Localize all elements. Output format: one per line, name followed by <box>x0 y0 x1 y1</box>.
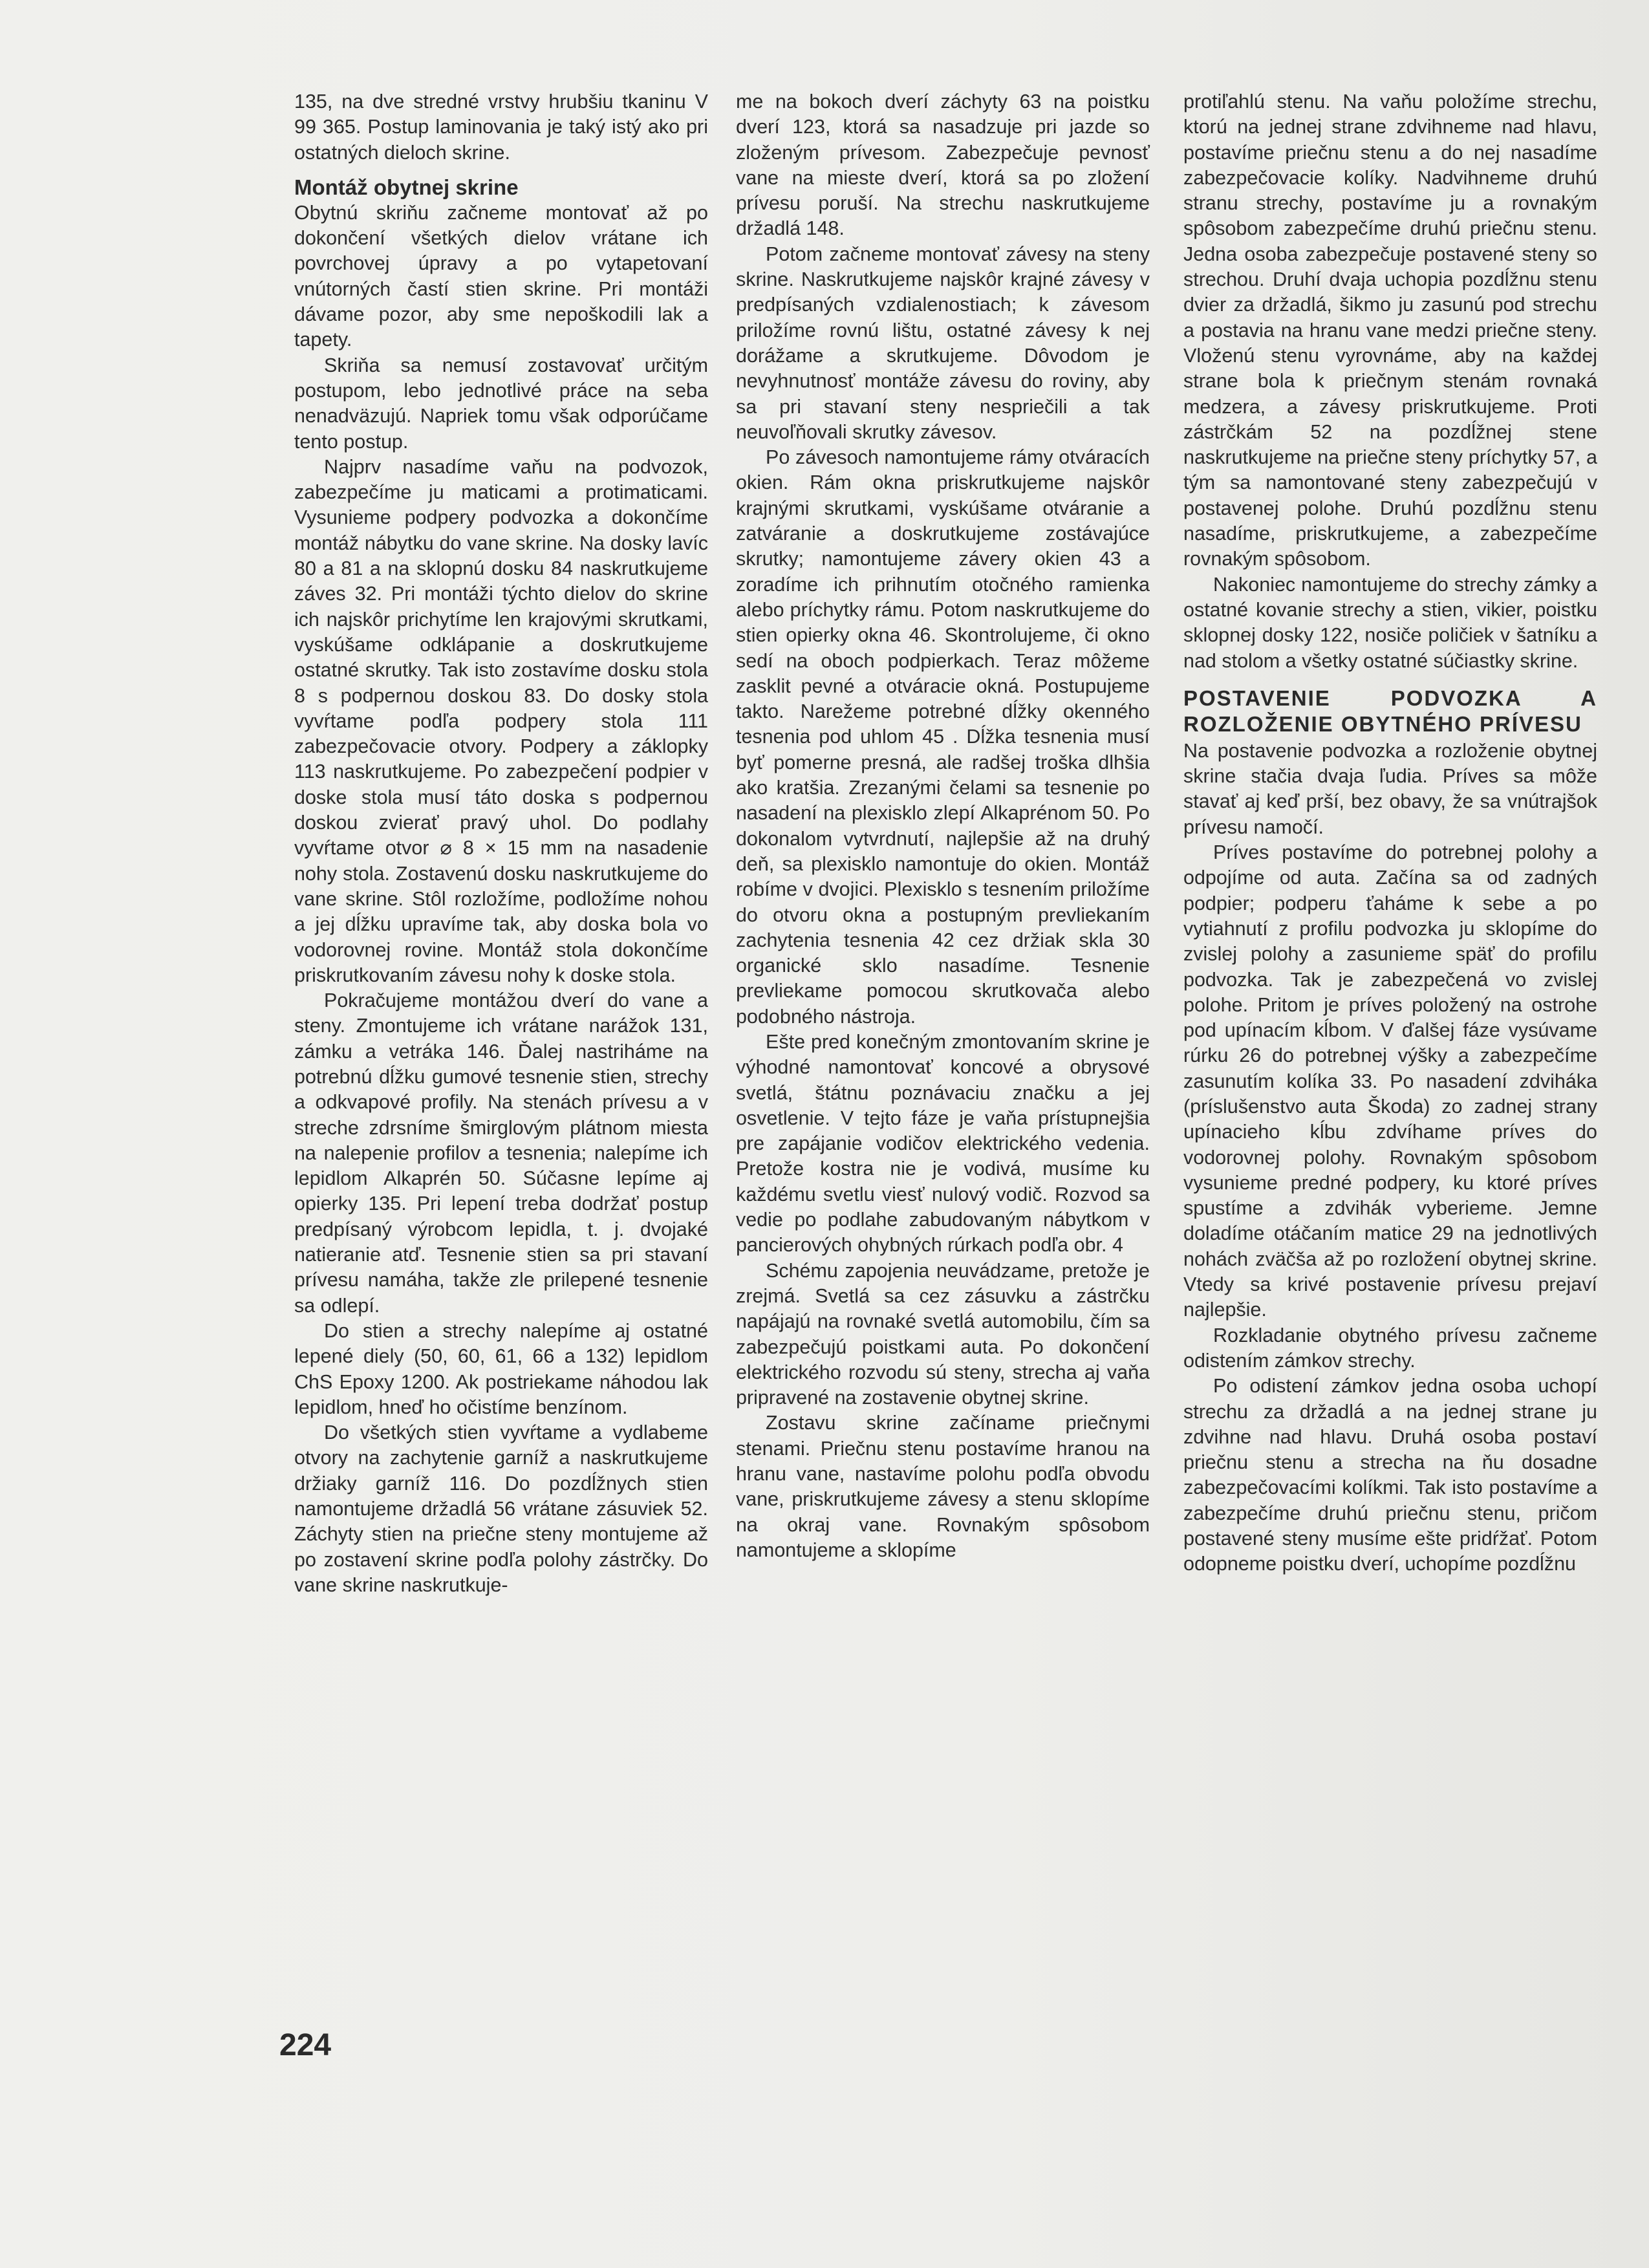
paragraph: Na postavenie podvozka a rozloženie obytnej skrine stačia dvaja ľudia. Príves sa môže stavať aj keď prší, bez obavy, že sa vnútrajšok prívesu namočí. <box>1183 739 1597 838</box>
section-heading: Montáž obytnej skrine <box>294 175 519 199</box>
text-column-2 <box>736 89 1150 1563</box>
text-column-3 <box>1183 89 1597 1577</box>
paragraph: Po závesoch namontujeme rámy otváracích okien. Rám okna priskrutkujeme najskôr krajnými skrutkami, vyskúšame otváranie a zatváranie a doskrutkujeme zostávajúce skrutky; namontujeme závery okien 43 a zoradíme ich prihnutím otočného ramienka alebo príchytky rámu. Potom naskrutkujeme do stien opierky okna 46. Skontrolujeme, či okno sedí na oboch podpierkach. Teraz môžeme zasklit pevné a otváracie okná. Postupujeme takto. Narežeme potrebné dĺžky okenného tesnenia pod uhlom 45 . Dĺžka tesnenia musí byť pomerne presná, ale radšej troška dlhšia ako kratšia. Zrezanými čelami sa tesnenie po nasadení na plexisklo zlepí Alkaprénom 50. Po dokonalom vytvrdnutí, najlepšie až na druhý deň, sa plexisklo namontuje do okien. Montáž robíme v dvojici. Plexisklo s tesnením priložíme do otvoru okna a postupným prevliekaním zachytenia tesnenia 42 cez držiak skla 30 organické sklo nasadíme. Tesnenie prevliekame pomocou skrutkovača alebo podobného nástroja. <box>736 446 1150 1028</box>
paragraph: Potom začneme montovať závesy na steny skrine. Naskrutkujeme najskôr krajné závesy v predpísaných vzdialenostiach; k závesom priložíme rovnú lištu, ostatné závesy k nej dorážame a skrutkujeme. Dôvodom je nevyhnutnosť montáže závesu do roviny, aby sa pri stavaní steny nespriečili a tak neuvoľňovali skrutky závesov. <box>736 243 1150 443</box>
paragraph: Najprv nasadíme vaňu na podvozok, zabezpečíme ju maticami a protimaticami. Vysunieme podpery podvozka a dokončíme montáž nábytku do vane skrine. Na dosky lavíc 80 a 81 a na sklopnú dosku 84 naskrutkujeme záves 32. Pri montáži týchto dielov do skrine ich najskôr prichytíme len krajovými skrutkami, vyskúšame odklápanie a doskrutkujeme ostatné skrutky. Tak isto zostavíme dosku stola 8 s podpernou doskou 83. Do dosky stola vyvŕtame podľa podpery stola 111 zabezpečovacie otvory. Podpery a záklopky 113 naskrutkujeme. Po zabezpečení podpier v doske stola musí táto doska s podpernou doskou zvierať pravý uhol. Do podlahy vyvŕtame otvor ⌀ 8 × 15 mm na nasadenie nohy stola. Zostavenú dosku naskrutkujeme do vane skrine. Stôl rozložíme, podložíme nohou a jej dĺžku upravíme tak, aby doska bola vo vodorovnej rovine. Montáž stola dokončíme priskrutkovaním závesu nohy k doske stola. <box>294 455 708 986</box>
paragraph: me na bokoch dverí záchyty 63 na poistku dverí 123, ktorá sa nasadzuje pri jazde so zloženým prívesom. Zabezpečuje pevnosť vane na mieste dverí, ktorá sa po zložení prívesu poruší. Na strechu naskrutkujeme držadlá 148. <box>736 91 1150 240</box>
paragraph: Obytnú skriňu začneme montovať až po dokončení všetkých dielov vrátane ich povrchovej úpravy a po vytapetovaní vnútorných častí stien skrine. Pri montáži dávame pozor, aby sme nepoškodili lak a tapety. <box>294 201 708 351</box>
paragraph: Schému zapojenia neuvádzame, pretože je zrejmá. Svetlá sa cez zásuvku a zástrčku napájajú na rovnaké svetlá automobilu, čím sa zabezpečujú poistkami auta. Po dokončení elektrického rozvodu sú steny, strecha aj vaňa pripravené na zostavenie obytnej skrine. <box>736 1259 1150 1409</box>
paragraph: Ešte pred konečným zmontovaním skrine je výhodné namontovať koncové a obrysové svetlá, štátnu poznávaciu značku a jej osvetlenie. V tejto fáze je vaňa prístupnejšia pre zapájanie vodičov elektrického vedenia. Pretože kostra nie je vodivá, musíme ku každému svetlu viesť nulový vodič. Rozvod sa vedie po podlahe zabudovaným nábytkom v pancierových ohybných rúrkach podľa obr. 4 <box>736 1030 1150 1257</box>
paragraph: Po odistení zámkov jedna osoba uchopí strechu za držadlá a na jednej strane ju zdvihne nad hlavu. Druhá osoba postaví priečnu stenu a strecha na ňu dosadne zabezpečovacími kolíkmi. Tak isto postavíme a zabezpečíme druhú priečnu stenu, pričom postavené steny musíme ešte pridŕžať. Potom odopneme poistku dverí, uchopíme pozdĺžnu <box>1183 1375 1597 1575</box>
page-number: 224 <box>279 2028 332 2062</box>
paragraph: Do všetkých stien vyvŕtame a vydlabeme otvory na zachytenie garníž a naskrutkujeme držiaky garníž 116. Do pozdĺžnych stien namontujeme držadlá 56 vrátane zásuviek 52. Záchyty stien na priečne steny montujeme až po zostavení skrine podľa polohy zástrčky. Do vane skrine naskrutkuje- <box>294 1421 708 1596</box>
paragraph: Skriňa sa nemusí zostavovať určitým postupom, lebo jednotlivé práce na seba nenadväzujú. Napriek tomu však odporúčame tento postup. <box>294 354 708 453</box>
paragraph: protiľahlú stenu. Na vaňu položíme strechu, ktorú na jednej strane zdvihneme nad hlavu, postavíme priečnu stenu a do nej nasadíme zabezpečovacie kolíky. Nadvihneme druhú stranu strechy, postavíme ju a rovnakým spôsobom zabezpečíme druhú priečnu stenu. Jedna osoba zabezpečuje postavené steny so strechou. Druhí dvaja uchopia pozdĺžnu stenu dvier za držadlá, šikmo ju zasunú pod strechu a postavia na hranu vane medzi priečne steny. Vloženú stenu vyrovnáme, aby na každej strane bola k priečnym stenám rovnaká medzera, a závesy priskrutkujeme. Proti zástrčkám 52 na pozdĺžnej stene naskrutkujeme na priečne steny príchytky 57, a tým sa namontované steny zabezpečujú v postavenej polohe. Druhú pozdĺžnu stenu nasadíme, priskrutkujeme, a zabezpečíme rovnakým spôsobom. <box>1183 91 1597 570</box>
paragraph: Nakoniec namontujeme do strechy zámky a ostatné kovanie strechy a stien, vikier, poistku sklopnej dosky 122, nosiče poličiek v šatníku a nad stolom a všetky ostatné súčiastky skrine. <box>1183 573 1597 672</box>
paragraph: Do stien a strechy nalepíme aj ostatné lepené diely (50, 60, 61, 66 a 132) lepidlom ChS Epoxy 1200. Ak postriekame náhodou lak lepidlom, hneď ho očistíme benzínom. <box>294 1319 708 1418</box>
paragraph: Pokračujeme montážou dverí do vane a steny. Zmontujeme ich vrátane narážok 131, zámku a vetráka 146. Ďalej nastriháme na potrebnú dĺžku gumové tesnenie stien, strechy a odkvapové profily. Na stenách prívesu a v streche zdrsníme šmirglovým plátnom miesta na nalepenie profilov a tesnenia; nalepíme ich lepidlom Alkaprén 50. Súčasne lepíme aj opierky 135. Pri lepení treba dodržať postup predpísaný výrobcom lepidla, t. j. dvojaké natieranie atď. Tesnenie stien sa pri stavaní prívesu namáha, takže zle prilepené tesnenie sa odlepí. <box>294 989 708 1317</box>
text-column-1 <box>294 89 708 1598</box>
paragraph: Zostavu skrine začíname priečnymi stenami. Priečnu stenu postavíme hranou na hranu vane, nastavíme polohu podľa obvodu vane, priskrutkujeme závesy a stenu sklopíme na okraj vane. Rovnakým spôsobom namontujeme a sklopíme <box>736 1412 1150 1561</box>
paragraph: 135, na dve stredné vrstvy hrubšiu tkaninu V 99 365. Postup laminovania je taký istý ako pri ostatných dieloch skrine. <box>294 91 708 164</box>
section-heading: POSTAVENIE PODVOZKA A ROZLOŽENIE OBYTNÉHO PRÍVESU <box>1183 686 1597 736</box>
paragraph: Rozkladanie obytného prívesu začneme odistením zámkov strechy. <box>1183 1324 1597 1372</box>
paragraph: Príves postavíme do potrebnej polohy a odpojíme od auta. Začína sa od zadných podpier; podperu ťaháme k sebe a po vytiahnutí z profilu podvozka ju sklopíme do zvislej polohy a zasunieme späť do profilu podvozka. Tak je zabezpečená vo zvislej polohe. Pritom je príves položený na ostrohe pod upínacím kĺbom. V ďalšej fáze vysúvame rúrku 26 do potrebnej výšky a zabezpečíme zasunutím kolíka 33. Po nasadení zdviháka (príslušenstvo auta Škoda) zo zadnej strany upínacieho kĺbu zdvíhame príves do vodorovnej polohy. Rovnakým spôsobom vysunieme predné podpery, ku ktoré príves spustíme a zdvihák vyberieme. Jemne doladíme otáčaním matice 29 na jednotlivých nohách zväčša až po rozložení obytnej skrine. Vtedy sa krivé postavenie prívesu prejaví najlepšie. <box>1183 841 1597 1321</box>
